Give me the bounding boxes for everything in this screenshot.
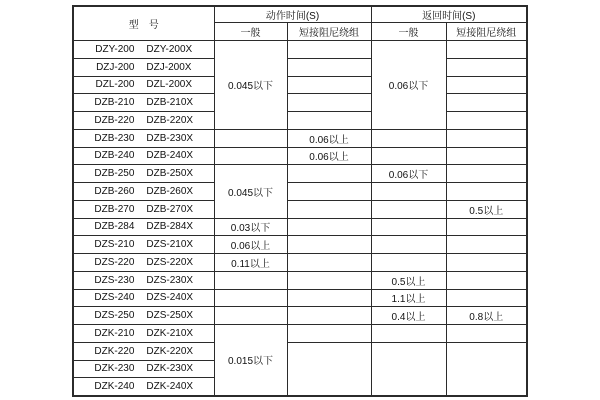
value-cell [446,218,527,236]
value-cell [214,307,287,325]
model-cell [73,165,214,183]
header-action-time: 动作时间(S) [214,6,371,23]
table-row [73,94,527,112]
model-label: DZB-210X [146,97,194,109]
model-label: DZY-200 [95,43,135,55]
header-action-damped-winding: 短接阻尼绕组 [287,23,371,41]
model-label: DZB-210 [94,97,135,109]
value-cell [214,147,287,165]
table-row [73,129,527,147]
value-cell [446,112,527,130]
model-label: DZJ-200X [146,61,192,73]
value-cell [371,236,446,254]
value-cell: 0.11以上 [214,254,287,272]
model-label: DZS-210X [146,239,194,251]
model-label: DZB-230 [94,132,135,144]
value-cell: 1.1以上 [371,289,446,307]
table-row [73,165,527,183]
value-cell [287,94,371,112]
model-label: DZB-220 [94,114,135,126]
value-cell [371,147,446,165]
model-cell [73,147,214,165]
model-cell [73,236,214,254]
model-label: DZS-250X [146,310,194,322]
model-label: DZB-260 [94,185,135,197]
value-cell [287,342,371,395]
value-cell [214,271,287,289]
value-cell [371,200,446,218]
value-cell [214,289,287,307]
model-label: DZK-240 [94,380,135,392]
value-cell [371,325,446,343]
table-row [73,112,527,130]
header-return-time: 返回时间(S) [371,6,527,23]
value-cell [287,165,371,183]
value-cell [446,254,527,272]
table-row [73,325,527,343]
value-cell [446,271,527,289]
table-row [73,200,527,218]
table-row [73,236,527,254]
model-cell [73,271,214,289]
table-body [73,41,527,396]
value-cell [287,183,371,201]
table-row [73,307,527,325]
value-cell [287,76,371,94]
value-cell: 0.06以下 [371,165,446,183]
model-label: DZK-220 [94,345,135,357]
model-label: DZK-210 [94,327,135,339]
value-cell [446,165,527,183]
header-return-damped-winding: 短接阻尼绕组 [446,23,527,41]
model-cell [73,360,214,378]
value-cell [287,236,371,254]
model-cell [73,307,214,325]
model-cell [73,325,214,343]
value-cell: 0.8以上 [446,307,527,325]
value-cell: 0.03以下 [214,218,287,236]
model-cell [73,200,214,218]
model-label: DZS-240X [146,292,194,304]
model-cell [73,58,214,76]
relay-spec-table [72,5,528,397]
model-label: DZS-250 [94,310,135,322]
model-label: DZB-250X [146,168,194,180]
table-row [73,254,527,272]
model-label: DZS-230X [146,274,194,286]
value-cell [446,41,527,59]
model-label: DZS-210 [94,239,135,251]
value-cell: 0.06以上 [287,147,371,165]
model-label: DZS-220 [94,256,135,268]
table-row [73,342,527,360]
value-cell [371,183,446,201]
value-cell [287,41,371,59]
model-cell [73,378,214,396]
value-cell [287,218,371,236]
model-label: DZB-240 [94,150,135,162]
value-cell [446,289,527,307]
value-cell: 0.4以上 [371,307,446,325]
value-cell [371,218,446,236]
table-row [73,218,527,236]
model-cell [73,76,214,94]
model-cell [73,289,214,307]
value-cell [446,147,527,165]
value-cell [446,58,527,76]
model-label: DZB-250 [94,168,135,180]
value-cell [287,58,371,76]
table-row [73,147,527,165]
value-cell: 0.015以下 [214,325,287,396]
model-label: DZB-260X [146,185,194,197]
model-cell [73,218,214,236]
value-cell: 0.06以上 [214,236,287,254]
value-cell [446,236,527,254]
value-cell [446,129,527,147]
model-cell [73,254,214,272]
model-label: DZK-240X [146,380,194,392]
model-label: DZJ-200 [96,61,135,73]
value-cell: 0.045以下 [214,165,287,218]
value-cell: 0.5以上 [446,200,527,218]
value-cell [214,129,287,147]
value-cell [287,112,371,130]
header-action-general: 一般 [214,23,287,41]
value-cell: 0.5以上 [371,271,446,289]
table-row [73,58,527,76]
model-cell [73,41,214,59]
table-row [73,289,527,307]
value-cell [287,271,371,289]
model-label: DZS-230 [94,274,135,286]
value-cell [371,342,446,395]
value-cell [446,76,527,94]
value-cell: 0.06以上 [287,129,371,147]
model-label: DZB-240X [146,150,194,162]
value-cell [287,200,371,218]
model-cell [73,342,214,360]
model-label: DZY-200X [146,43,193,55]
model-label: DZK-220X [146,345,194,357]
model-cell [73,129,214,147]
model-label: DZB-220X [146,114,194,126]
value-cell [446,94,527,112]
header-group-row [73,6,527,23]
value-cell: 0.045以下 [214,41,287,130]
value-cell: 0.06以下 [371,41,446,130]
value-cell [287,289,371,307]
value-cell [446,183,527,201]
model-label: DZS-240 [94,292,135,304]
value-cell [371,129,446,147]
table-row [73,271,527,289]
table-row [73,183,527,201]
model-label: DZK-230X [146,363,194,375]
value-cell [287,307,371,325]
model-label: DZB-284X [146,221,194,233]
model-cell [73,112,214,130]
value-cell [287,325,371,343]
value-cell [287,254,371,272]
model-label: DZK-230 [94,363,135,375]
model-label: DZB-230X [146,132,194,144]
table-row [73,76,527,94]
table-row [73,41,527,59]
value-cell [371,254,446,272]
header-return-general: 一般 [371,23,446,41]
model-cell [73,94,214,112]
model-label: DZB-270X [146,203,194,215]
model-label: DZB-284 [94,221,135,233]
model-label: DZB-270 [94,203,135,215]
header-model: 型 号 [73,6,214,41]
model-label: DZK-210X [146,327,194,339]
value-cell [446,325,527,343]
model-label: DZL-200X [146,79,192,91]
model-cell [73,183,214,201]
model-label: DZS-220X [146,256,194,268]
model-label: DZL-200 [95,79,135,91]
value-cell [446,342,527,395]
